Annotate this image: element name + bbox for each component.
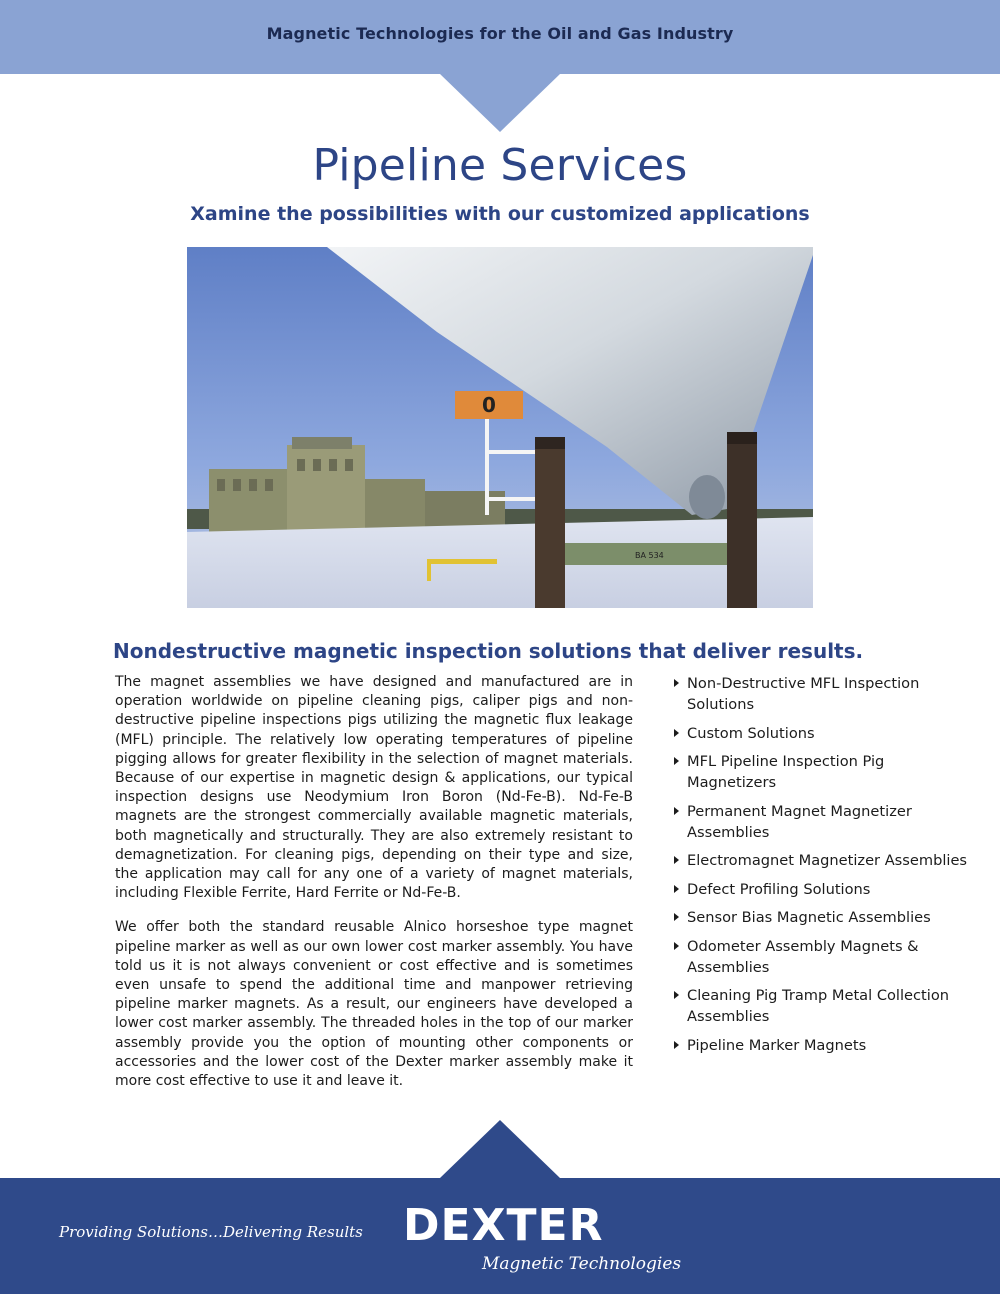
- triangle-bullet-icon: [674, 757, 679, 765]
- body-paragraph: The magnet assemblies we have designed and manufactured are in operation worldwide on pipeline cleaning pigs, caliper pigs and non-destructive pipeline inspections pigs utilizing the magnetic flux leakage (MFL) principle. The relatively low operating temperatures of pipeline pigging allows for greater flexibility in the selection of magnet materials. Because of our expertise in magnetic design & applications, our typical inspection designs use Neodymium Iron Boron (Nd-Fe-B). Nd-Fe-B magnets are the strongest commercially available magnetic materials, both magnetically and structurally. They are also extremely resistant to demagnetization. For cleaning pigs, depending on their type and size, the application may call for any one of a variety of magnet materials, including Flexible Ferrite, Hard Ferrite or Nd-Fe-B.: [115, 674, 633, 902]
- band-title: Magnetic Technologies for the Oil and Gas Industry: [266, 24, 734, 43]
- triangle-bullet-icon: [674, 942, 679, 950]
- feature-item: MFL Pipeline Inspection Pig Magnetizers: [672, 751, 972, 793]
- triangle-bullet-icon: [674, 1041, 679, 1049]
- footer-arrow-shape: [440, 1120, 560, 1178]
- marker-sign-label: 0: [482, 393, 496, 417]
- feature-item: Electromagnet Magnetizer Assemblies: [672, 850, 972, 871]
- feature-list: [672, 673, 972, 1063]
- triangle-bullet-icon: [674, 885, 679, 893]
- section-heading: Nondestructive magnetic inspection solutions that deliver results.: [113, 639, 864, 663]
- page-title: Pipeline Services: [312, 140, 688, 191]
- feature-item: Cleaning Pig Tramp Metal Collection Assemblies: [672, 985, 972, 1027]
- page-subtitle: Xamine the possibilities with our customized applications: [190, 203, 810, 225]
- triangle-bullet-icon: [674, 679, 679, 687]
- feature-item: Pipeline Marker Magnets: [672, 1035, 972, 1056]
- header-band: [0, 0, 1000, 74]
- footer-band: [0, 1178, 1000, 1294]
- triangle-bullet-icon: [674, 729, 679, 737]
- triangle-bullet-icon: [674, 913, 679, 921]
- pipe-support-tag: BA 534: [635, 551, 664, 560]
- body-text: [115, 673, 633, 1106]
- feature-item: Non-Destructive MFL Inspection Solutions: [672, 673, 972, 715]
- triangle-bullet-icon: [674, 807, 679, 815]
- body-paragraph: We offer both the standard reusable Alnico horseshoe type magnet pipeline marker as well as our own lower cost marker assembly. You have told us it is not always convenient or cost effective and is sometimes even unsafe to spend the additional time and manpower retrieving pipeline marker magnets. As a result, our engineers have developed a lower cost marker assembly. The threaded holes in the top of our marker assembly provide you the option of mounting other components or accessories and the lower cost of the Dexter marker assembly make it more cost effective to use it and leave it.: [115, 919, 633, 1090]
- pipeline-photo: [187, 247, 813, 608]
- feature-item: Sensor Bias Magnetic Assemblies: [672, 907, 972, 928]
- dexter-logo: DEXTER: [403, 1200, 604, 1251]
- triangle-bullet-icon: [674, 991, 679, 999]
- footer-tagline: Providing Solutions…Delivering Results: [59, 1223, 363, 1241]
- feature-item: Permanent Magnet Magnetizer Assemblies: [672, 801, 972, 843]
- feature-item: Defect Profiling Solutions: [672, 879, 972, 900]
- logo-subtitle: Magnetic Technologies: [482, 1254, 682, 1274]
- triangle-bullet-icon: [674, 856, 679, 864]
- header-arrow-shape: [440, 74, 560, 132]
- feature-item: Odometer Assembly Magnets & Assemblies: [672, 936, 972, 978]
- feature-item: Custom Solutions: [672, 723, 972, 744]
